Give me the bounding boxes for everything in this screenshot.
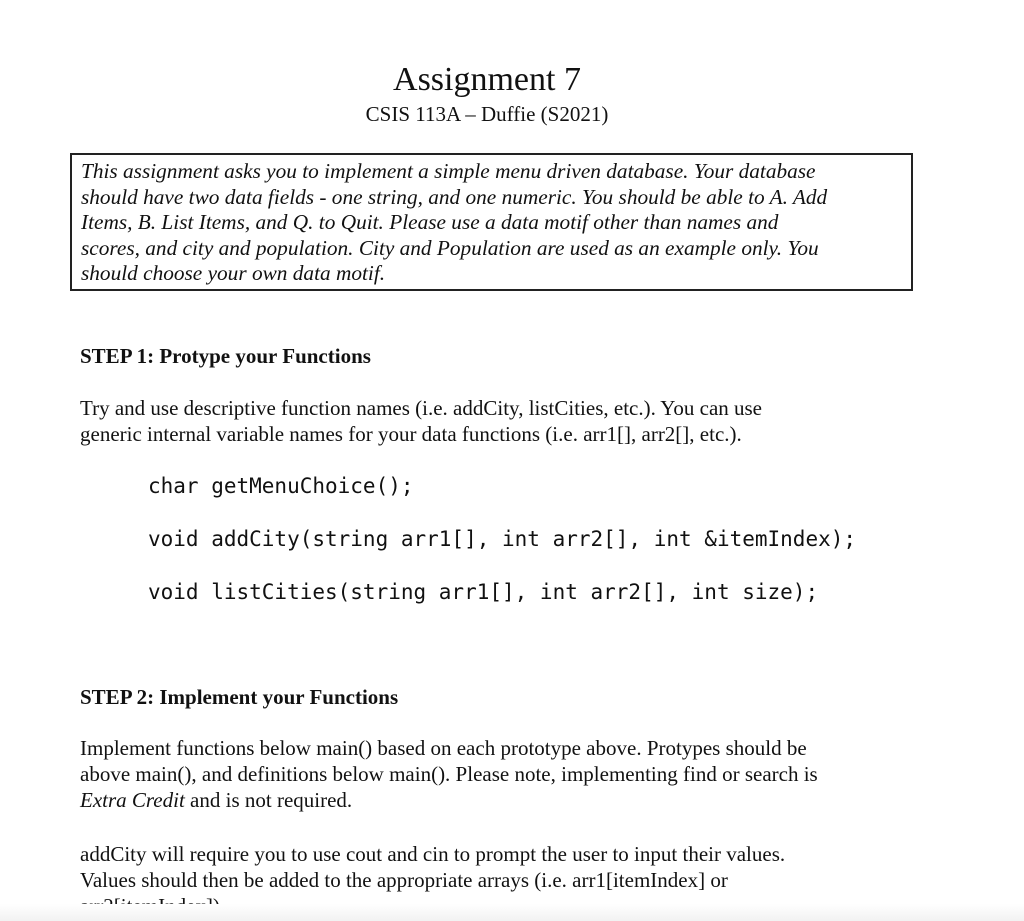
step2-heading: STEP 2: Implement your Functions [80,685,399,709]
paragraph-line: generic internal variable names for your data functions (i.e. arr1[], arr2[], etc.). [80,422,742,446]
code-prototype-addcity: void addCity(string arr1[], int arr2[], int &itemIndex); [148,527,857,551]
paragraph-line-rest: and is not required. [184,788,353,812]
intro-box [70,153,913,291]
paragraph-line: above main(), and definitions below main(). Please note, implementing find or search is [80,762,818,786]
code-prototype-listcities: void listCities(string arr1[], int arr2[], int size); [148,580,819,604]
code-prototype-getmenuchoice: char getMenuChoice(); [148,474,414,498]
intro-line: should choose your own data motif. [81,261,386,285]
intro-line: should have two data fields - one string, and one numeric. You should be able to A. Add [81,184,828,209]
page-title: Assignment 7 [393,61,581,98]
step1-paragraph [80,395,762,447]
intro-line: This assignment asks you to implement a simple menu driven database. Your database [81,159,816,183]
paragraph-line: Values should then be added to the appropriate arrays (i.e. arr1[itemIndex] or [80,868,728,892]
course-subtitle: CSIS 113A – Duffie (S2021) [365,102,609,126]
step1-heading: STEP 1: Protype your Functions [80,344,371,368]
extra-credit-emphasis: Extra Credit [80,788,185,812]
paragraph-line: Try and use descriptive function names (i.e. addCity, listCities, etc.). You can use [80,396,763,420]
intro-line: Items, B. List Items, and Q. to Quit. Please use a data motif other than names and [81,210,779,234]
paragraph-line: addCity will require you to use cout and cin to prompt the user to input their values. [80,842,786,866]
page-bottom-shadow [0,904,1024,921]
paragraph-line [80,787,818,813]
paragraph-line: Implement functions below main() based on each prototype above. Protypes should be [80,736,807,760]
intro-line: scores, and city and population. City and Population are used as an example only. You [81,235,819,260]
step2-paragraph-1 [80,735,818,813]
